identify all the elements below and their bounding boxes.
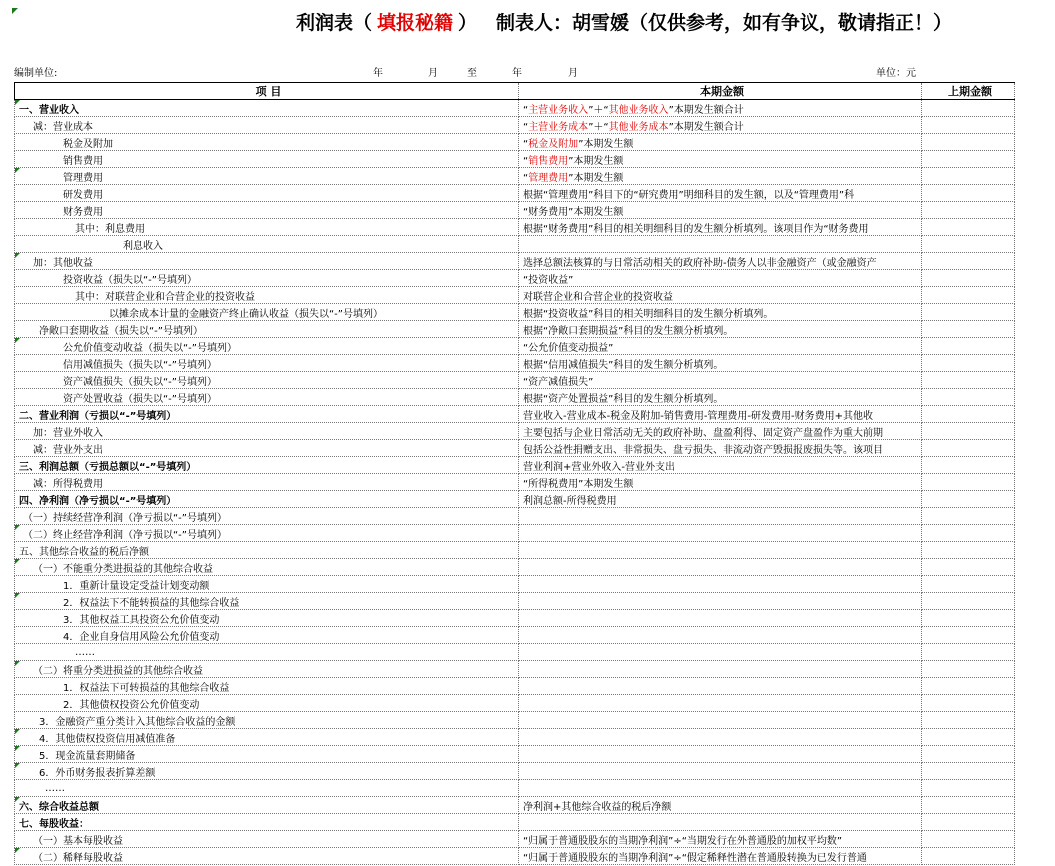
- row-current-cell[interactable]: [519, 491, 922, 508]
- row-item-cell[interactable]: [15, 287, 519, 304]
- row-current-cell[interactable]: [519, 270, 922, 287]
- row-item-label: 2．权益法下不能转损益的其他综合收益: [63, 597, 240, 609]
- row-previous-cell[interactable]: [922, 287, 1015, 304]
- row-current-cell[interactable]: [519, 576, 922, 593]
- row-previous-cell[interactable]: [922, 372, 1015, 389]
- row-item-label: 6．外币财务报表折算差额: [39, 767, 156, 779]
- row-previous-cell[interactable]: [922, 389, 1015, 406]
- table-row: [15, 151, 1015, 168]
- row-previous-cell[interactable]: [922, 406, 1015, 423]
- formula-segment: 主营业务收入: [528, 104, 589, 116]
- table-row: [15, 831, 1015, 848]
- formula-segment: “归属于普通股股东的当期净利润”÷“假定稀释性潜在普通股转换为已发行普通: [523, 852, 867, 864]
- row-previous-cell[interactable]: [922, 219, 1015, 236]
- row-current-cell[interactable]: [519, 321, 922, 338]
- row-item-label: 三、利润总额（亏损总额以“-”号填列）: [19, 461, 197, 473]
- header-item: 项 目: [15, 83, 519, 100]
- formula-segment: “所得税费用”本期发生额: [523, 478, 634, 490]
- row-item-cell[interactable]: [15, 406, 519, 423]
- formula-segment: 销售费用: [528, 155, 569, 167]
- table-row: [15, 168, 1015, 185]
- row-previous-cell[interactable]: [922, 440, 1015, 457]
- row-item-cell[interactable]: [15, 712, 519, 729]
- row-previous-cell[interactable]: [922, 474, 1015, 491]
- row-current-cell[interactable]: [519, 525, 922, 542]
- row-current-cell[interactable]: [519, 338, 922, 355]
- row-item-label: （一）基本每股收益: [33, 835, 123, 847]
- row-previous-cell[interactable]: [922, 797, 1015, 814]
- row-item-label: 净敞口套期收益（损失以“-”号填列）: [39, 325, 203, 337]
- row-item-cell[interactable]: [15, 117, 519, 134]
- row-item-label: 二、营业利润（亏损以“-”号填列）: [19, 410, 177, 422]
- row-item-cell[interactable]: [15, 627, 519, 644]
- row-item-cell[interactable]: [15, 474, 519, 491]
- row-current-cell[interactable]: [519, 117, 922, 134]
- row-previous-cell[interactable]: [922, 763, 1015, 780]
- row-item-cell[interactable]: [15, 780, 519, 797]
- formula-segment: 根据“管理费用”科目下的“研究费用”明细科目的发生额，以及“管理费用”科: [523, 189, 855, 201]
- meta-currency: 单位：元: [876, 68, 916, 79]
- row-item-label: 加：其他收益: [33, 257, 93, 269]
- row-item-cell[interactable]: [15, 593, 519, 610]
- row-item-cell[interactable]: [15, 440, 519, 457]
- row-previous-cell[interactable]: [922, 610, 1015, 627]
- row-item-label: 4．其他债权投资信用减值准备: [39, 733, 176, 745]
- row-current-cell[interactable]: [519, 695, 922, 712]
- row-previous-cell[interactable]: [922, 678, 1015, 695]
- row-item-label: 5．现金流量套期储备: [39, 750, 136, 762]
- table-row: [15, 525, 1015, 542]
- row-item-label: 2．其他债权投资公允价值变动: [63, 699, 200, 711]
- row-current-cell[interactable]: [519, 253, 922, 270]
- formula-segment: ”＋“: [588, 104, 609, 116]
- table-row: [15, 304, 1015, 321]
- formula-segment: “: [523, 155, 529, 167]
- row-current-cell[interactable]: [519, 474, 922, 491]
- row-previous-cell[interactable]: [922, 559, 1015, 576]
- row-item-label: 七、每股收益：: [19, 818, 89, 830]
- row-item-cell[interactable]: [15, 559, 519, 576]
- formula-segment: 利润总额-所得税费用: [523, 495, 617, 507]
- row-item-label: 1．重新计量设定受益计划变动额: [63, 580, 210, 592]
- row-previous-cell[interactable]: [922, 746, 1015, 763]
- row-item-cell[interactable]: [15, 644, 519, 661]
- row-previous-cell[interactable]: [922, 814, 1015, 831]
- row-item-cell[interactable]: [15, 508, 519, 525]
- table-row: [15, 389, 1015, 406]
- row-previous-cell[interactable]: [922, 168, 1015, 185]
- row-item-cell[interactable]: [15, 661, 519, 678]
- row-item-label: 其中：利息费用: [75, 223, 145, 235]
- formula-segment: ”本期发生额: [568, 172, 624, 184]
- row-item-cell[interactable]: [15, 134, 519, 151]
- formula-segment: 营业利润+营业外收入-营业外支出: [523, 461, 675, 473]
- formula-segment: ”本期发生额合计: [668, 121, 744, 133]
- row-current-cell[interactable]: [519, 593, 922, 610]
- meta-year2: 年: [512, 68, 522, 79]
- title-author: 制表人：胡雪媛（仅供参考，如有争议，敬请指正！）: [496, 12, 953, 34]
- row-previous-cell[interactable]: [922, 304, 1015, 321]
- row-item-label: 一、营业收入: [19, 104, 79, 116]
- row-current-cell[interactable]: [519, 406, 922, 423]
- table-row: [15, 491, 1015, 508]
- formula-segment: “资产减值损失”: [523, 376, 594, 388]
- table-row: [15, 202, 1015, 219]
- row-item-label: 公允价值变动收益（损失以“-”号填列）: [63, 342, 237, 354]
- table-row: [15, 763, 1015, 780]
- formula-segment: 选择总额法核算的与日常活动相关的政府补助-债务人以非金融资产（或金融资产: [523, 257, 877, 269]
- row-current-cell[interactable]: [519, 644, 922, 661]
- row-current-cell[interactable]: [519, 831, 922, 848]
- formula-segment: 根据“资产处置损益”科目的发生额分析填列。: [523, 393, 724, 405]
- row-previous-cell[interactable]: [922, 644, 1015, 661]
- formula-segment: 营业收入-营业成本-税金及附加-销售费用-管理费用-研发费用-财务费用+其他收: [523, 410, 874, 422]
- table-row: [15, 797, 1015, 814]
- formula-segment: “: [523, 121, 529, 133]
- row-item-label: 投资收益（损失以“-”号填列）: [63, 274, 197, 286]
- row-item-cell[interactable]: [15, 185, 519, 202]
- row-current-cell[interactable]: [519, 304, 922, 321]
- row-previous-cell[interactable]: [922, 151, 1015, 168]
- row-item-label: 1．权益法下可转损益的其他综合收益: [63, 682, 230, 694]
- table-row: [15, 134, 1015, 151]
- row-item-cell[interactable]: [15, 763, 519, 780]
- row-current-cell[interactable]: [519, 814, 922, 831]
- row-item-label: 其中：对联营企业和合营企业的投资收益: [75, 291, 255, 303]
- row-item-cell[interactable]: [15, 814, 519, 831]
- row-item-label: 利息收入: [123, 240, 163, 252]
- row-previous-cell[interactable]: [922, 525, 1015, 542]
- formula-segment: 根据“财务费用”科目的相关明细科目的发生额分析填列。该项目作为“财务费用: [523, 223, 869, 235]
- title-highlight: 填报秘籍: [377, 12, 454, 34]
- formula-segment: 管理费用: [528, 172, 569, 184]
- formula-segment: “财务费用”本期发生额: [523, 206, 624, 218]
- row-item-cell[interactable]: [15, 321, 519, 338]
- formula-segment: 根据“净敞口套期损益”科目的发生额分析填列。: [523, 325, 734, 337]
- table-row: [15, 474, 1015, 491]
- table-row: [15, 457, 1015, 474]
- table-row: [15, 712, 1015, 729]
- row-previous-cell[interactable]: [922, 508, 1015, 525]
- row-item-cell[interactable]: [15, 100, 519, 117]
- table-header-row: [15, 83, 1015, 100]
- table-row: [15, 678, 1015, 695]
- table-row: [15, 372, 1015, 389]
- row-item-cell[interactable]: [15, 491, 519, 508]
- row-previous-cell[interactable]: [922, 185, 1015, 202]
- table-row: [15, 219, 1015, 236]
- row-previous-cell[interactable]: [922, 134, 1015, 151]
- header-previous: 上期金额: [922, 83, 1015, 100]
- row-current-cell[interactable]: [519, 100, 922, 117]
- row-current-cell[interactable]: [519, 627, 922, 644]
- row-previous-cell[interactable]: [922, 423, 1015, 440]
- row-current-cell[interactable]: [519, 508, 922, 525]
- row-item-cell[interactable]: [15, 151, 519, 168]
- formula-segment: 税金及附加: [528, 138, 579, 150]
- row-previous-cell[interactable]: [922, 780, 1015, 797]
- row-current-cell[interactable]: [519, 457, 922, 474]
- table-row: [15, 185, 1015, 202]
- formula-segment: 根据“信用减值损失”科目的发生额分析填列。: [523, 359, 724, 371]
- row-item-label: 3．其他权益工具投资公允价值变动: [63, 614, 220, 626]
- meta-year1: 年: [373, 68, 383, 79]
- formula-segment: “投资收益”: [523, 274, 574, 286]
- table-row: [15, 355, 1015, 372]
- formula-segment: “: [523, 172, 529, 184]
- table-row: [15, 508, 1015, 525]
- row-item-label: （二）稀释每股收益: [33, 852, 123, 864]
- row-item-cell[interactable]: [15, 168, 519, 185]
- table-row: [15, 423, 1015, 440]
- row-previous-cell[interactable]: [922, 729, 1015, 746]
- row-previous-cell[interactable]: [922, 338, 1015, 355]
- row-item-cell[interactable]: [15, 389, 519, 406]
- row-item-label: 财务费用: [63, 206, 103, 218]
- row-current-cell[interactable]: [519, 355, 922, 372]
- table-row: [15, 644, 1015, 661]
- row-item-label: 六、综合收益总额: [19, 801, 99, 813]
- row-current-cell[interactable]: [519, 780, 922, 797]
- row-item-cell[interactable]: [15, 695, 519, 712]
- row-current-cell[interactable]: [519, 712, 922, 729]
- row-item-label: 3．金融资产重分类计入其他综合收益的金额: [39, 716, 236, 728]
- row-item-cell[interactable]: [15, 746, 519, 763]
- formula-segment: “公允价值变动损益”: [523, 342, 614, 354]
- row-item-label: 4．企业自身信用风险公允价值变动: [63, 631, 220, 643]
- table-row: [15, 627, 1015, 644]
- table-row: [15, 559, 1015, 576]
- formula-segment: “: [523, 138, 529, 150]
- row-current-cell[interactable]: [519, 185, 922, 202]
- row-current-cell[interactable]: [519, 389, 922, 406]
- row-item-cell[interactable]: [15, 525, 519, 542]
- row-item-cell[interactable]: [15, 457, 519, 474]
- table-row: [15, 780, 1015, 797]
- row-item-label: 减：营业外支出: [33, 444, 103, 456]
- row-current-cell[interactable]: [519, 236, 922, 253]
- row-item-cell[interactable]: [15, 610, 519, 627]
- row-item-cell[interactable]: [15, 253, 519, 270]
- row-previous-cell[interactable]: [922, 848, 1015, 865]
- row-item-cell[interactable]: [15, 236, 519, 253]
- row-previous-cell[interactable]: [922, 202, 1015, 219]
- row-item-label: 研发费用: [63, 189, 103, 201]
- table-row: [15, 661, 1015, 678]
- table-row: [15, 236, 1015, 253]
- meta-unit-label: 编制单位:: [14, 68, 58, 79]
- row-current-cell[interactable]: [519, 202, 922, 219]
- row-item-label: 以摊余成本计量的金融资产终止确认收益（损失以“-”号填列）: [109, 308, 383, 320]
- row-previous-cell[interactable]: [922, 491, 1015, 508]
- table-row: [15, 542, 1015, 559]
- row-current-cell[interactable]: [519, 678, 922, 695]
- row-item-cell[interactable]: [15, 542, 519, 559]
- row-item-label: 销售费用: [63, 155, 103, 167]
- row-item-label: （二）将重分类进损益的其他综合收益: [33, 665, 203, 677]
- row-item-cell[interactable]: [15, 202, 519, 219]
- row-current-cell[interactable]: [519, 423, 922, 440]
- row-item-cell[interactable]: [15, 372, 519, 389]
- row-item-label: 管理费用: [63, 172, 103, 184]
- row-item-cell[interactable]: [15, 338, 519, 355]
- table-row: [15, 406, 1015, 423]
- row-item-label: 资产处置收益（损失以“-”号填列）: [63, 393, 217, 405]
- row-item-label: 五、其他综合收益的税后净额: [19, 546, 149, 558]
- row-item-cell[interactable]: [15, 729, 519, 746]
- row-current-cell[interactable]: [519, 542, 922, 559]
- row-previous-cell[interactable]: [922, 593, 1015, 610]
- table-row: [15, 270, 1015, 287]
- row-item-cell[interactable]: [15, 848, 519, 865]
- table-row: [15, 117, 1015, 134]
- row-item-label: （一）不能重分类进损益的其他综合收益: [33, 563, 213, 575]
- formula-segment: “: [523, 104, 529, 116]
- row-previous-cell[interactable]: [922, 661, 1015, 678]
- row-previous-cell[interactable]: [922, 253, 1015, 270]
- row-item-cell[interactable]: [15, 576, 519, 593]
- header-current: 本期金额: [519, 83, 922, 100]
- row-previous-cell[interactable]: [922, 117, 1015, 134]
- row-previous-cell[interactable]: [922, 321, 1015, 338]
- table-row: [15, 695, 1015, 712]
- row-previous-cell[interactable]: [922, 695, 1015, 712]
- row-item-label: 减：所得税费用: [33, 478, 103, 490]
- table-row: [15, 593, 1015, 610]
- row-current-cell[interactable]: [519, 372, 922, 389]
- row-previous-cell[interactable]: [922, 831, 1015, 848]
- meta-month1: 月: [428, 68, 438, 79]
- row-item-cell[interactable]: [15, 304, 519, 321]
- table-row: [15, 610, 1015, 627]
- meta-month2: 月: [568, 68, 578, 79]
- row-current-cell[interactable]: [519, 559, 922, 576]
- formula-segment: 其他业务收入: [608, 104, 669, 116]
- title-part1: 利润表（: [296, 12, 373, 34]
- row-item-cell[interactable]: [15, 831, 519, 848]
- row-item-label: （二）终止经营净利润（净亏损以“-”号填列）: [23, 529, 227, 541]
- title-part2: ）: [458, 12, 478, 34]
- row-previous-cell[interactable]: [922, 236, 1015, 253]
- table-row: [15, 848, 1015, 865]
- table-row: [15, 440, 1015, 457]
- row-current-cell[interactable]: [519, 440, 922, 457]
- row-item-label: 税金及附加: [63, 138, 113, 150]
- row-current-cell[interactable]: [519, 729, 922, 746]
- row-current-cell[interactable]: [519, 797, 922, 814]
- row-previous-cell[interactable]: [922, 457, 1015, 474]
- meta-to: 至: [467, 68, 477, 79]
- row-item-cell[interactable]: [15, 678, 519, 695]
- row-item-label: 减：营业成本: [33, 121, 93, 133]
- formula-segment: ”本期发生额: [568, 155, 624, 167]
- report-title: [0, 8, 1055, 36]
- income-statement-table: [14, 82, 1015, 865]
- table-row: [15, 746, 1015, 763]
- row-item-cell[interactable]: [15, 270, 519, 287]
- row-current-cell[interactable]: [519, 151, 922, 168]
- formula-segment: “归属于普通股股东的当期净利润”÷“当期发行在外普通股的加权平均数”: [523, 835, 843, 847]
- row-current-cell[interactable]: [519, 610, 922, 627]
- row-item-cell[interactable]: [15, 219, 519, 236]
- row-item-label: 加：营业外收入: [33, 427, 103, 439]
- formula-segment: 根据“投资收益”科目的相关明细科目的发生额分析填列。: [523, 308, 774, 320]
- row-current-cell[interactable]: [519, 848, 922, 865]
- table-row: [15, 253, 1015, 270]
- table-row: [15, 576, 1015, 593]
- table-row: [15, 100, 1015, 117]
- row-item-cell[interactable]: [15, 797, 519, 814]
- row-current-cell[interactable]: [519, 134, 922, 151]
- formula-segment: 其他业务成本: [608, 121, 669, 133]
- row-item-label: ……: [45, 782, 65, 794]
- row-previous-cell[interactable]: [922, 100, 1015, 117]
- table-row: [15, 814, 1015, 831]
- row-current-cell[interactable]: [519, 661, 922, 678]
- row-item-cell[interactable]: [15, 423, 519, 440]
- row-item-cell[interactable]: [15, 355, 519, 372]
- row-item-label: 资产减值损失（损失以“-”号填列）: [63, 376, 217, 388]
- row-item-label: 四、净利润（净亏损以“-”号填列）: [19, 495, 177, 507]
- table-row: [15, 729, 1015, 746]
- formula-segment: 主要包括与企业日常活动无关的政府补助、盘盈利得、固定资产盘盈作为重大前期: [523, 427, 883, 439]
- row-previous-cell[interactable]: [922, 542, 1015, 559]
- row-previous-cell[interactable]: [922, 627, 1015, 644]
- row-previous-cell[interactable]: [922, 576, 1015, 593]
- row-current-cell[interactable]: [519, 746, 922, 763]
- formula-segment: 净利润+其他综合收益的税后净额: [523, 801, 672, 813]
- formula-segment: ”本期发生额合计: [668, 104, 744, 116]
- row-current-cell[interactable]: [519, 168, 922, 185]
- row-item-label: （一）持续经营净利润（净亏损以“-”号填列）: [23, 512, 227, 524]
- formula-segment: 包括公益性捐赠支出、非常损失、盘亏损失、非流动资产毁损报废损失等。该项目: [523, 444, 883, 456]
- row-item-label: 信用减值损失（损失以“-”号填列）: [63, 359, 217, 371]
- row-previous-cell[interactable]: [922, 712, 1015, 729]
- table-row: [15, 321, 1015, 338]
- formula-segment: 主营业务成本: [528, 121, 589, 133]
- row-current-cell[interactable]: [519, 287, 922, 304]
- formula-segment: 对联营企业和合营企业的投资收益: [523, 291, 673, 303]
- row-previous-cell[interactable]: [922, 355, 1015, 372]
- formula-segment: ”＋“: [588, 121, 609, 133]
- row-current-cell[interactable]: [519, 763, 922, 780]
- row-item-label: ……: [75, 646, 95, 658]
- table-row: [15, 338, 1015, 355]
- table-row: [15, 287, 1015, 304]
- cell-comment-marker: [12, 8, 18, 14]
- row-current-cell[interactable]: [519, 219, 922, 236]
- row-previous-cell[interactable]: [922, 270, 1015, 287]
- formula-segment: ”本期发生额: [578, 138, 634, 150]
